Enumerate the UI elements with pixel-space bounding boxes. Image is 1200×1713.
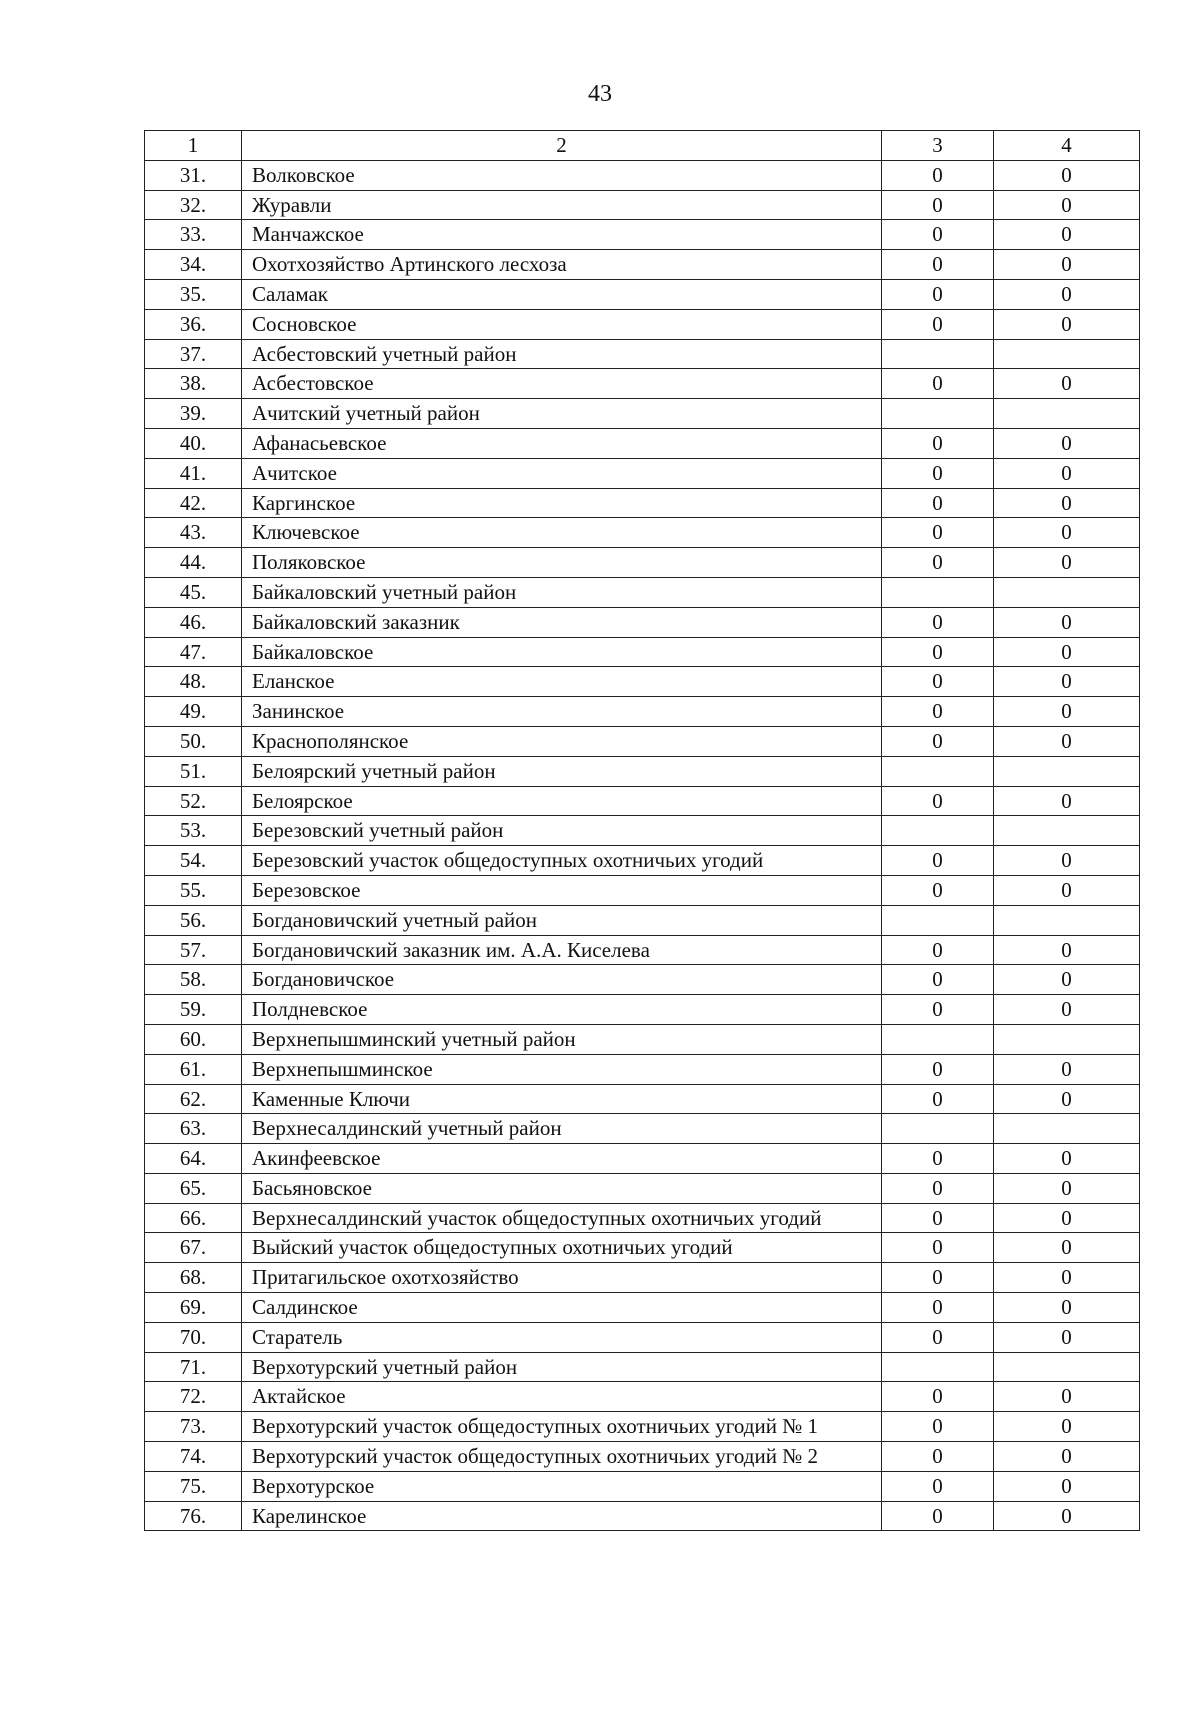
row-value-col4: 0 — [994, 697, 1140, 727]
table-row — [145, 905, 1140, 935]
row-name: Березовский учетный район — [242, 816, 882, 846]
row-value-col3 — [882, 399, 994, 429]
row-name: Верхотурский участок общедоступных охотничьих угодий № 2 — [242, 1442, 882, 1472]
table-row — [145, 369, 1140, 399]
row-value-col3: 0 — [882, 1203, 994, 1233]
row-number: 57. — [145, 935, 242, 965]
row-number: 31. — [145, 160, 242, 190]
row-name: Афанасьевское — [242, 428, 882, 458]
row-value-col3: 0 — [882, 607, 994, 637]
row-value-col4: 0 — [994, 1471, 1140, 1501]
row-value-col3: 0 — [882, 309, 994, 339]
table-row — [145, 190, 1140, 220]
table-row — [145, 577, 1140, 607]
row-value-col3 — [882, 905, 994, 935]
table-row — [145, 1144, 1140, 1174]
row-name: Березовское — [242, 875, 882, 905]
row-name: Байкаловский учетный район — [242, 577, 882, 607]
table-row — [145, 935, 1140, 965]
row-value-col4 — [994, 399, 1140, 429]
row-number: 69. — [145, 1293, 242, 1323]
row-value-col4: 0 — [994, 1144, 1140, 1174]
row-name: Выйский участок общедоступных охотничьих угодий — [242, 1233, 882, 1263]
row-value-col3: 0 — [882, 1173, 994, 1203]
row-value-col3: 0 — [882, 875, 994, 905]
row-name: Белоярский учетный район — [242, 756, 882, 786]
row-name: Старатель — [242, 1322, 882, 1352]
row-number: 63. — [145, 1114, 242, 1144]
table-row — [145, 399, 1140, 429]
row-value-col3: 0 — [882, 428, 994, 458]
row-number: 42. — [145, 488, 242, 518]
table-row — [145, 488, 1140, 518]
row-name: Ачитское — [242, 458, 882, 488]
row-name: Верхотурский участок общедоступных охотничьих угодий № 1 — [242, 1412, 882, 1442]
row-name: Басьяновское — [242, 1173, 882, 1203]
row-value-col4 — [994, 1024, 1140, 1054]
row-name: Полдневское — [242, 995, 882, 1025]
row-number: 48. — [145, 667, 242, 697]
row-value-col3 — [882, 1352, 994, 1382]
row-value-col4: 0 — [994, 279, 1140, 309]
row-value-col4: 0 — [994, 160, 1140, 190]
row-value-col4: 0 — [994, 667, 1140, 697]
row-number: 76. — [145, 1501, 242, 1531]
row-value-col3: 0 — [882, 220, 994, 250]
row-value-col4: 0 — [994, 1293, 1140, 1323]
row-number: 68. — [145, 1263, 242, 1293]
row-number: 37. — [145, 339, 242, 369]
row-value-col4: 0 — [994, 607, 1140, 637]
row-value-col4: 0 — [994, 518, 1140, 548]
row-value-col4: 0 — [994, 637, 1140, 667]
row-value-col3 — [882, 577, 994, 607]
table-row — [145, 697, 1140, 727]
row-value-col3 — [882, 339, 994, 369]
row-value-col4: 0 — [994, 995, 1140, 1025]
table-row — [145, 428, 1140, 458]
row-value-col3: 0 — [882, 726, 994, 756]
table-body — [145, 131, 1140, 1531]
row-name: Верхнепышминский учетный район — [242, 1024, 882, 1054]
table-row — [145, 458, 1140, 488]
row-number: 60. — [145, 1024, 242, 1054]
row-value-col3: 0 — [882, 190, 994, 220]
table-row — [145, 846, 1140, 876]
row-number: 46. — [145, 607, 242, 637]
row-name: Притагильское охотхозяйство — [242, 1263, 882, 1293]
row-value-col4: 0 — [994, 488, 1140, 518]
row-name: Саламак — [242, 279, 882, 309]
table-row — [145, 637, 1140, 667]
row-value-col3: 0 — [882, 548, 994, 578]
row-name: Салдинское — [242, 1293, 882, 1323]
row-name: Краснополянское — [242, 726, 882, 756]
row-number: 40. — [145, 428, 242, 458]
table-row — [145, 1114, 1140, 1144]
row-value-col3: 0 — [882, 1054, 994, 1084]
row-value-col3: 0 — [882, 637, 994, 667]
row-value-col3: 0 — [882, 458, 994, 488]
row-value-col4: 0 — [994, 1501, 1140, 1531]
row-name: Асбестовское — [242, 369, 882, 399]
row-name: Верхнесалдинский участок общедоступных охотничьих угодий — [242, 1203, 882, 1233]
row-number: 66. — [145, 1203, 242, 1233]
row-number: 61. — [145, 1054, 242, 1084]
row-value-col4: 0 — [994, 846, 1140, 876]
row-value-col4: 0 — [994, 548, 1140, 578]
row-value-col3 — [882, 756, 994, 786]
row-value-col4: 0 — [994, 458, 1140, 488]
row-value-col3: 0 — [882, 995, 994, 1025]
row-value-col4: 0 — [994, 369, 1140, 399]
row-value-col3: 0 — [882, 518, 994, 548]
row-value-col3: 0 — [882, 1412, 994, 1442]
row-name: Акинфеевское — [242, 1144, 882, 1174]
row-value-col3: 0 — [882, 965, 994, 995]
row-value-col4: 0 — [994, 1233, 1140, 1263]
row-value-col4: 0 — [994, 220, 1140, 250]
row-value-col4 — [994, 816, 1140, 846]
row-number: 70. — [145, 1322, 242, 1352]
row-value-col4: 0 — [994, 1263, 1140, 1293]
row-value-col4 — [994, 756, 1140, 786]
row-value-col3: 0 — [882, 1382, 994, 1412]
row-name: Березовский участок общедоступных охотничьих угодий — [242, 846, 882, 876]
table-row — [145, 548, 1140, 578]
row-value-col3: 0 — [882, 667, 994, 697]
row-number: 56. — [145, 905, 242, 935]
row-number: 35. — [145, 279, 242, 309]
row-number: 67. — [145, 1233, 242, 1263]
row-number: 71. — [145, 1352, 242, 1382]
row-value-col3: 0 — [882, 1233, 994, 1263]
row-value-col4: 0 — [994, 1382, 1140, 1412]
table-row — [145, 309, 1140, 339]
row-name: Журавли — [242, 190, 882, 220]
row-number: 54. — [145, 846, 242, 876]
row-number: 47. — [145, 637, 242, 667]
row-name: Еланское — [242, 667, 882, 697]
row-value-col4: 0 — [994, 875, 1140, 905]
column-header: 3 — [882, 131, 994, 161]
table-row — [145, 756, 1140, 786]
table-row — [145, 1054, 1140, 1084]
row-value-col4: 0 — [994, 1054, 1140, 1084]
row-value-col3: 0 — [882, 160, 994, 190]
row-number: 38. — [145, 369, 242, 399]
row-number: 39. — [145, 399, 242, 429]
row-number: 43. — [145, 518, 242, 548]
row-number: 55. — [145, 875, 242, 905]
row-value-col3: 0 — [882, 488, 994, 518]
table-row — [145, 726, 1140, 756]
column-header: 1 — [145, 131, 242, 161]
table-row — [145, 1382, 1140, 1412]
table-row — [145, 160, 1140, 190]
row-name: Асбестовский учетный район — [242, 339, 882, 369]
table-row — [145, 220, 1140, 250]
row-value-col4: 0 — [994, 309, 1140, 339]
row-number: 58. — [145, 965, 242, 995]
table-row — [145, 1442, 1140, 1472]
table-row — [145, 1352, 1140, 1382]
row-value-col3: 0 — [882, 1293, 994, 1323]
row-value-col4: 0 — [994, 1173, 1140, 1203]
table-row — [145, 816, 1140, 846]
table-row — [145, 607, 1140, 637]
row-number: 44. — [145, 548, 242, 578]
row-name: Ключевское — [242, 518, 882, 548]
row-value-col3: 0 — [882, 279, 994, 309]
row-value-col4: 0 — [994, 965, 1140, 995]
row-name: Богдановичский учетный район — [242, 905, 882, 935]
column-header: 2 — [242, 131, 882, 161]
row-number: 36. — [145, 309, 242, 339]
table-row — [145, 965, 1140, 995]
row-value-col3: 0 — [882, 1263, 994, 1293]
row-number: 72. — [145, 1382, 242, 1412]
table-row — [145, 1412, 1140, 1442]
row-name: Поляковское — [242, 548, 882, 578]
row-number: 34. — [145, 250, 242, 280]
row-value-col3: 0 — [882, 1471, 994, 1501]
row-value-col4: 0 — [994, 250, 1140, 280]
row-number: 53. — [145, 816, 242, 846]
row-name: Занинское — [242, 697, 882, 727]
table-row — [145, 667, 1140, 697]
table-row — [145, 875, 1140, 905]
row-name: Белоярское — [242, 786, 882, 816]
row-value-col4: 0 — [994, 1412, 1140, 1442]
table-row — [145, 1173, 1140, 1203]
table-row — [145, 518, 1140, 548]
table-row — [145, 1263, 1140, 1293]
table-row — [145, 1233, 1140, 1263]
row-number: 74. — [145, 1442, 242, 1472]
row-value-col4: 0 — [994, 786, 1140, 816]
table-row — [145, 1084, 1140, 1114]
row-name: Карелинское — [242, 1501, 882, 1531]
data-table — [144, 130, 1140, 1531]
row-name: Волковское — [242, 160, 882, 190]
table-row — [145, 1501, 1140, 1531]
row-number: 51. — [145, 756, 242, 786]
row-value-col3: 0 — [882, 1144, 994, 1174]
row-value-col3: 0 — [882, 846, 994, 876]
row-value-col3 — [882, 1024, 994, 1054]
row-number: 59. — [145, 995, 242, 1025]
row-value-col4: 0 — [994, 935, 1140, 965]
page-number: 43 — [588, 81, 612, 107]
row-value-col3: 0 — [882, 786, 994, 816]
row-value-col4 — [994, 1352, 1140, 1382]
row-value-col4: 0 — [994, 1322, 1140, 1352]
row-name: Богдановичский заказник им. А.А. Киселева — [242, 935, 882, 965]
row-name: Верхнесалдинский учетный район — [242, 1114, 882, 1144]
row-name: Манчажское — [242, 220, 882, 250]
row-number: 64. — [145, 1144, 242, 1174]
table-row — [145, 250, 1140, 280]
row-value-col4 — [994, 577, 1140, 607]
row-value-col4: 0 — [994, 428, 1140, 458]
row-value-col4: 0 — [994, 1084, 1140, 1114]
column-header: 4 — [994, 131, 1140, 161]
row-name: Ачитский учетный район — [242, 399, 882, 429]
row-value-col4 — [994, 339, 1140, 369]
row-value-col3: 0 — [882, 250, 994, 280]
row-value-col4 — [994, 1114, 1140, 1144]
row-number: 49. — [145, 697, 242, 727]
row-value-col3: 0 — [882, 1501, 994, 1531]
table-row — [145, 1024, 1140, 1054]
row-name: Верхотурский учетный район — [242, 1352, 882, 1382]
row-name: Актайское — [242, 1382, 882, 1412]
row-number: 65. — [145, 1173, 242, 1203]
table-header-row — [145, 131, 1140, 161]
row-value-col3: 0 — [882, 1442, 994, 1472]
row-value-col4 — [994, 905, 1140, 935]
row-number: 62. — [145, 1084, 242, 1114]
row-number: 52. — [145, 786, 242, 816]
row-value-col3: 0 — [882, 935, 994, 965]
row-number: 50. — [145, 726, 242, 756]
row-number: 32. — [145, 190, 242, 220]
row-name: Охотхозяйство Артинского лесхоза — [242, 250, 882, 280]
table-row — [145, 1203, 1140, 1233]
row-value-col4: 0 — [994, 1442, 1140, 1472]
row-number: 41. — [145, 458, 242, 488]
row-value-col4: 0 — [994, 726, 1140, 756]
table-row — [145, 1471, 1140, 1501]
row-number: 45. — [145, 577, 242, 607]
row-value-col3: 0 — [882, 697, 994, 727]
row-name: Верхнепышминское — [242, 1054, 882, 1084]
row-value-col4: 0 — [994, 190, 1140, 220]
row-number: 73. — [145, 1412, 242, 1442]
row-value-col3: 0 — [882, 1322, 994, 1352]
row-value-col4: 0 — [994, 1203, 1140, 1233]
row-name: Богдановичское — [242, 965, 882, 995]
row-value-col3: 0 — [882, 369, 994, 399]
row-value-col3 — [882, 816, 994, 846]
row-number: 75. — [145, 1471, 242, 1501]
row-value-col3: 0 — [882, 1084, 994, 1114]
table-row — [145, 1293, 1140, 1323]
table-row — [145, 995, 1140, 1025]
table-row — [145, 786, 1140, 816]
row-name: Байкаловское — [242, 637, 882, 667]
row-name: Байкаловский заказник — [242, 607, 882, 637]
row-name: Каменные Ключи — [242, 1084, 882, 1114]
row-name: Сосновское — [242, 309, 882, 339]
row-value-col3 — [882, 1114, 994, 1144]
row-number: 33. — [145, 220, 242, 250]
row-name: Каргинское — [242, 488, 882, 518]
row-name: Верхотурское — [242, 1471, 882, 1501]
table-row — [145, 1322, 1140, 1352]
table-row — [145, 339, 1140, 369]
table-row — [145, 279, 1140, 309]
